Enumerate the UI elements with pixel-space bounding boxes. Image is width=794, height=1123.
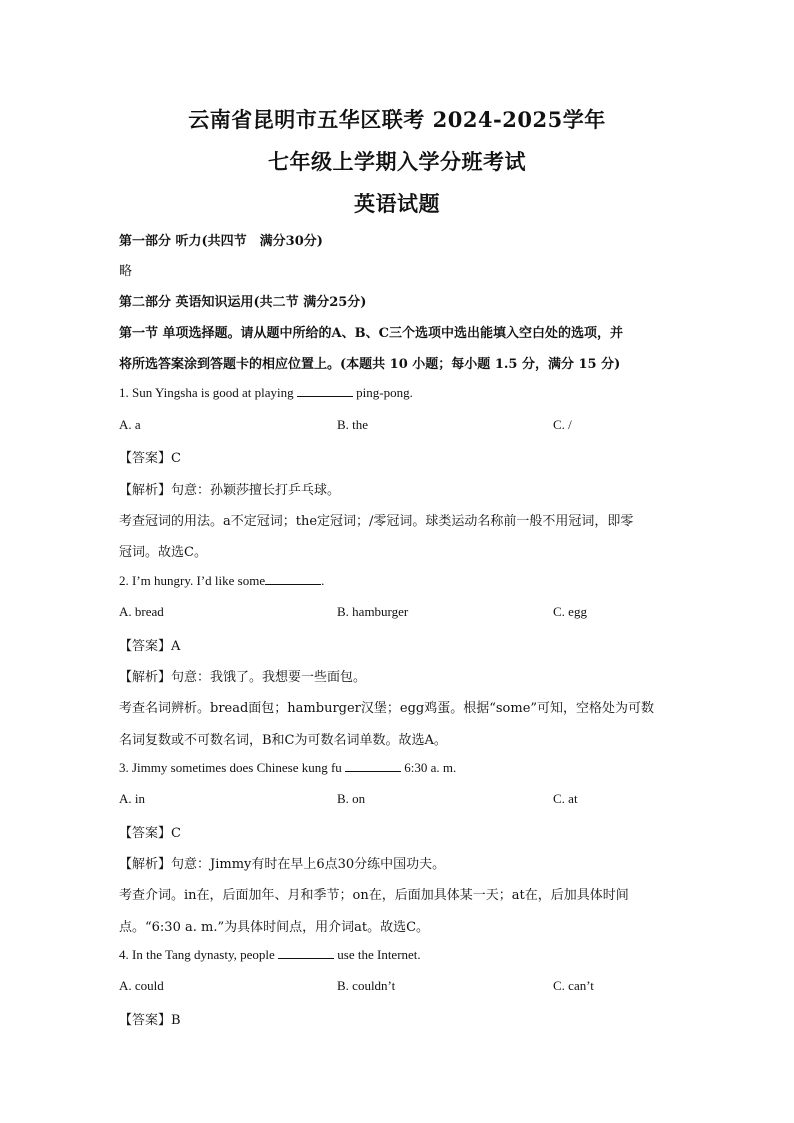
part1-note: 略	[119, 264, 133, 279]
question-2-analysis-line-3: 名词复数或不可数名词，B和C为可数名词单数。故选A。	[119, 733, 447, 748]
exam-title-line-3: 英语试题	[354, 191, 440, 216]
part2-heading: 第二部分 英语知识运用(共二节 满分25分)	[119, 295, 367, 310]
question-1-option-b: B. the	[337, 417, 369, 432]
question-1-stem	[119, 385, 413, 401]
question-2-stem	[119, 573, 324, 589]
question-1-option-c: C. /	[553, 417, 572, 432]
question-4-option-c: C. can’t	[553, 978, 594, 993]
question-stem-part: 4. In the Tang dynasty, people	[119, 947, 279, 962]
question-stem-part: 6:30 a. m.	[401, 760, 457, 775]
question-stem-part: ping-pong.	[352, 385, 413, 400]
question-3-analysis-line-1: 【解析】句意：Jimmy有时在早上6点30分练中国功夫。	[119, 857, 446, 872]
question-3-analysis-line-3: 点。“6:30 a. m.”为具体时间点，用介词at。故选C。	[119, 920, 430, 935]
question-stem-part: 3. Jimmy sometimes does Chinese kung fu	[119, 760, 346, 775]
answer-blank	[265, 573, 321, 585]
question-2-answer: 【答案】A	[119, 639, 181, 654]
question-3-analysis-line-2: 考查介词。in在，后面加年、月和季节；on在，后面加具体某一天；at在，后加具体时间	[119, 888, 629, 903]
question-3-stem	[119, 760, 456, 776]
question-stem-part: .	[321, 573, 325, 588]
question-1-answer: 【答案】C	[119, 451, 181, 466]
question-stem-part: 1. Sun Yingsha is good at playing	[119, 385, 297, 400]
question-1-analysis-line-1: 【解析】句意：孙颖莎擅长打乒乓球。	[119, 483, 341, 498]
question-2-option-c: C. egg	[553, 604, 587, 619]
answer-blank	[278, 947, 334, 959]
section1-instructions-line-2: 将所选答案涂到答题卡的相应位置上。(本题共 10 小题；每小题 1.5 分，满分 15 分)	[119, 357, 621, 372]
question-4-stem	[119, 947, 421, 963]
section1-instructions-line-1: 第一节 单项选择题。请从题中所给的A、B、C三个选项中选出能填入空白处的选项，并	[119, 326, 623, 341]
question-2-option-b: B. hamburger	[337, 604, 409, 619]
answer-blank	[345, 760, 401, 772]
exam-title-line-1: 云南省昆明市五华区联考 2024-2025学年	[188, 107, 606, 132]
answer-blank	[297, 385, 353, 397]
question-4-answer: 【答案】B	[119, 1013, 181, 1028]
question-3-option-c: C. at	[553, 791, 578, 806]
question-2-option-a: A. bread	[119, 604, 164, 619]
question-4-option-b: B. couldn’t	[337, 978, 396, 993]
part1-heading: 第一部分 听力(共四节 满分30分)	[119, 234, 323, 249]
question-1-analysis-line-3: 冠词。故选C。	[119, 545, 207, 560]
question-3-option-a: A. in	[119, 791, 145, 806]
question-stem-part: 2. I’m hungry. I’d like some	[119, 573, 266, 588]
question-4-option-a: A. could	[119, 978, 164, 993]
exam-title-line-2: 七年级上学期入学分班考试	[268, 149, 526, 174]
question-3-option-b: B. on	[337, 791, 366, 806]
question-1-option-a: A. a	[119, 417, 141, 432]
question-2-analysis-line-1: 【解析】句意：我饿了。我想要一些面包。	[119, 670, 367, 685]
question-1-analysis-line-2: 考查冠词的用法。a不定冠词；the定冠词；/零冠词。球类运动名称前一般不用冠词，即零	[119, 514, 634, 529]
question-stem-part: use the Internet.	[334, 947, 421, 962]
question-2-analysis-line-2: 考查名词辨析。bread面包；hamburger汉堡；egg鸡蛋。根据“some”可知，空格处为可数	[119, 701, 655, 716]
question-3-answer: 【答案】C	[119, 826, 181, 841]
